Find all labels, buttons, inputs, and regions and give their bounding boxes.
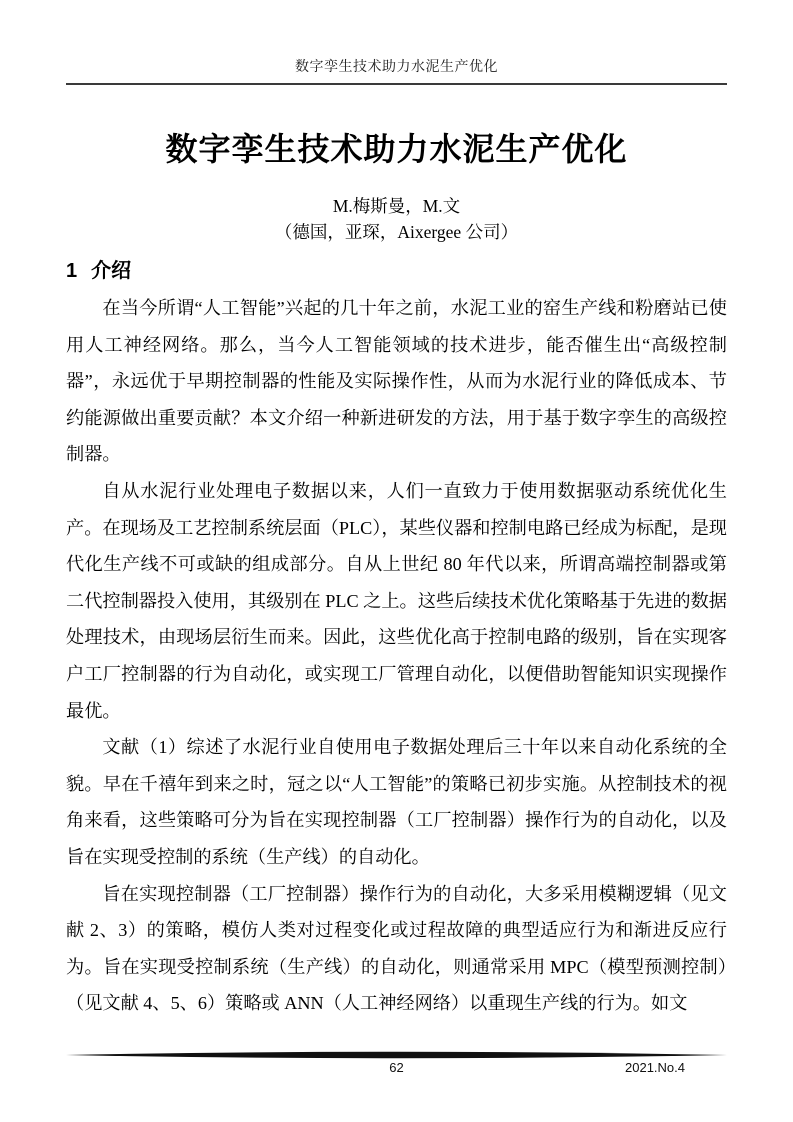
paragraph: 自从水泥行业处理电子数据以来，人们一直致力于使用数据驱动系统优化生产。在现场及工艺控制系统层面（PLC），某些仪器和控制电路已经成为标配，是现代化生产线不可或缺的组成部分。自从上世纪 80 年代以来，所谓高端控制器或第二代控制器投入使用，其级别在 PLC 之上。这些后续技术优化策略基于先进的数据处理技术，由现场层衍生而来。因此，这些优化高于控制电路的级别，旨在实现客户工厂控制器的行为自动化，或实现工厂管理自动化，以便借助智能知识实现操作最优。 (66, 480, 727, 721)
section-number: 1 (66, 260, 78, 282)
paragraph: 文献（1）综述了水泥行业自使用电子数据处理后三十年以来自动化系统的全貌。早在千禧年到来之时，冠之以“人工智能”的策略已初步实施。从控制技术的视角来看，这些策略可分为旨在实现控制器（工厂控制器）操作行为的自动化，以及旨在实现受控制的系统（生产线）的自动化。 (66, 737, 727, 867)
header-rule (66, 83, 727, 85)
page-number: 62 (389, 1060, 404, 1075)
running-header-title: 数字孪生技术助力水泥生产优化 (295, 60, 498, 75)
section-title: 介绍 (91, 260, 132, 282)
article-title: 数字孪生技术助力水泥生产优化 (165, 131, 628, 167)
footer-divider-bar (66, 1051, 727, 1059)
issue-label: 2021.No.4 (625, 1060, 685, 1075)
article-body (66, 290, 727, 1022)
paragraph: 旨在实现控制器（工厂控制器）操作行为的自动化，大多采用模糊逻辑（见文献 2、3）的策略，模仿人类对过程变化或过程故障的典型适应行为和渐进反应行为。旨在实现受控制系统（生产线）的自动化，则通常采用 MPC（模型预测控制）（见文献 4、5、6）策略或 ANN（人工神经网络）以重现生产线的行为。如文 (66, 883, 727, 1014)
affiliation-line: （德国，亚琛，Aixergee 公司） (274, 222, 519, 242)
authors-line: M.梅斯曼，M.文 (332, 196, 461, 216)
paragraph: 在当今所谓“人工智能”兴起的几十年之前，水泥工业的窑生产线和粉磨站已使用人工神经网络。那么，当今人工智能领域的技术进步，能否催生出“高级控制器”，永远优于早期控制器的性能及实际操作性，从而为水泥行业的降低成本、节约能源做出重要贡献？本文介绍一种新进研发的方法，用于基于数字孪生的高级控制器。 (66, 298, 727, 465)
section-heading (66, 257, 727, 285)
